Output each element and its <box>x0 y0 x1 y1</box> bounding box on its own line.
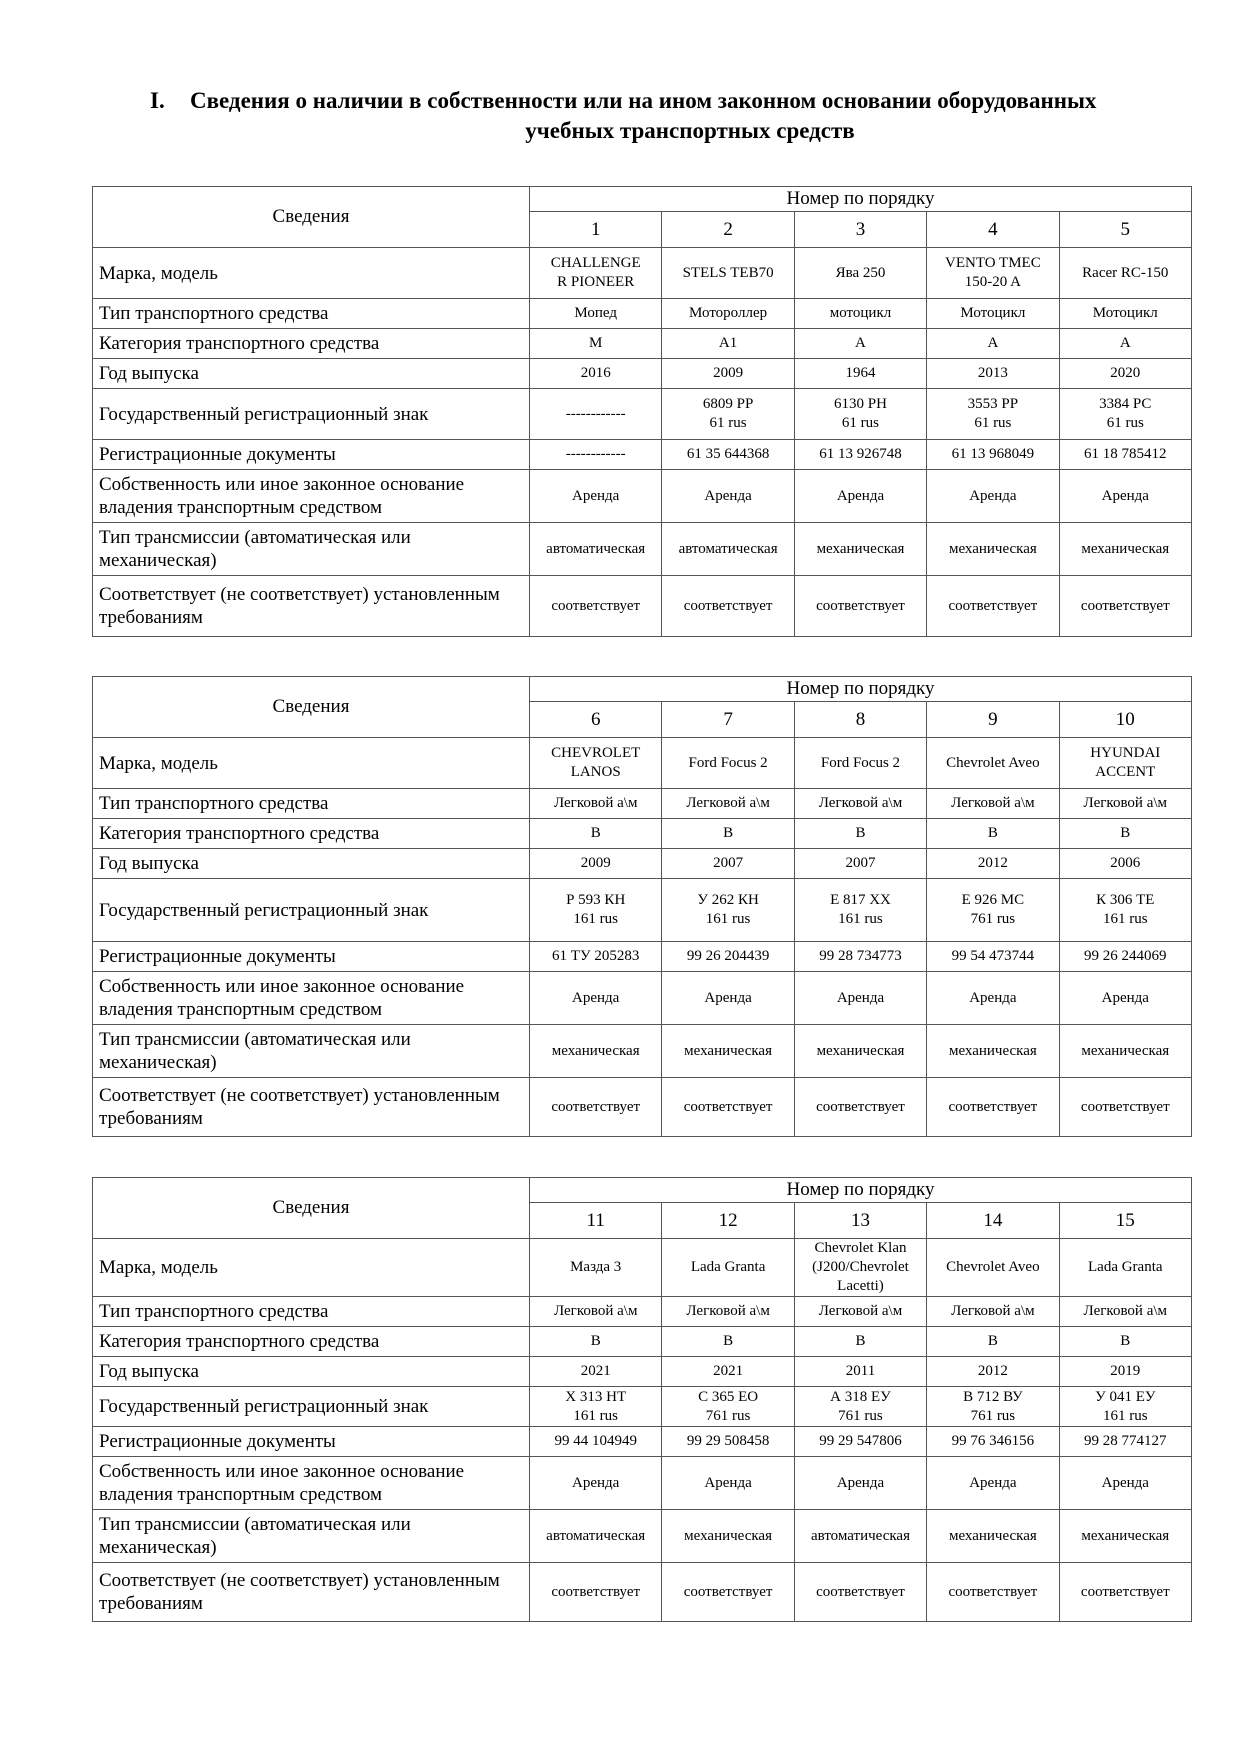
vehicle-number: 11 <box>530 1203 662 1239</box>
table-cell: соответствует <box>794 1563 926 1622</box>
table-cell: Легковой а\м <box>927 1297 1059 1327</box>
table-cell: соответствует <box>662 1078 794 1137</box>
table-cell: 1964 <box>794 359 926 389</box>
row-label: Регистрационные документы <box>93 1427 530 1457</box>
table-cell: соответствует <box>662 576 794 637</box>
table-cell: 99 29 508458 <box>662 1427 794 1457</box>
table-cell: механическая <box>927 523 1059 576</box>
table-cell: Легковой а\м <box>530 789 662 819</box>
table-cell: Х 313 НТ 161 rus <box>530 1387 662 1427</box>
vehicle-number: 10 <box>1059 702 1191 738</box>
vehicle-number: 7 <box>662 702 794 738</box>
table-cell: VENTO TMEC 150-20 A <box>927 248 1059 299</box>
table-cell: B <box>927 1327 1059 1357</box>
table-cell: Р 593 КН 161 rus <box>530 879 662 942</box>
header-row <box>93 677 1192 702</box>
header-row <box>93 1178 1192 1203</box>
table-cell: Аренда <box>530 470 662 523</box>
table-cell: 2006 <box>1059 849 1191 879</box>
table-cell: Е 926 МС 761 rus <box>927 879 1059 942</box>
vehicle-number: 15 <box>1059 1203 1191 1239</box>
table-cell: Легковой а\м <box>1059 789 1191 819</box>
table-row <box>93 1078 1192 1137</box>
table-cell: Chevrolet Aveo <box>927 738 1059 789</box>
table-row <box>93 523 1192 576</box>
table-cell: A <box>1059 329 1191 359</box>
row-label: Год выпуска <box>93 849 530 879</box>
table-row <box>93 1510 1192 1563</box>
table-cell: 2012 <box>927 849 1059 879</box>
table-cell: Легковой а\м <box>794 789 926 819</box>
table-cell: Аренда <box>530 1457 662 1510</box>
row-label: Марка, модель <box>93 738 530 789</box>
table-cell: 2016 <box>530 359 662 389</box>
row-label: Собственность или иное законное основание владения транспортным средством <box>93 470 530 523</box>
table-cell: CHALLENGE R PIONEER <box>530 248 662 299</box>
table-cell: A <box>794 329 926 359</box>
table-cell: 6809 РР 61 rus <box>662 389 794 440</box>
table-row <box>93 1387 1192 1427</box>
table-cell: 99 28 774127 <box>1059 1427 1191 1457</box>
document-heading <box>150 86 1190 146</box>
table-cell: A <box>927 329 1059 359</box>
table-row <box>93 1457 1192 1510</box>
vehicle-number: 2 <box>662 212 794 248</box>
table-cell: Аренда <box>1059 972 1191 1025</box>
table-cell: B <box>1059 819 1191 849</box>
table-cell: Lada Granta <box>1059 1239 1191 1297</box>
number-header: Номер по порядку <box>530 677 1192 702</box>
table-cell: Мотоцикл <box>1059 299 1191 329</box>
table-row <box>93 359 1192 389</box>
row-label: Тип трансмиссии (автоматическая или механическая) <box>93 1510 530 1563</box>
row-label: Марка, модель <box>93 248 530 299</box>
table-row <box>93 849 1192 879</box>
table-cell: соответствует <box>794 576 926 637</box>
table-cell: механическая <box>1059 523 1191 576</box>
table-cell: Аренда <box>927 972 1059 1025</box>
row-label: Год выпуска <box>93 359 530 389</box>
table-cell: Легковой а\м <box>662 789 794 819</box>
table-cell: автоматическая <box>530 523 662 576</box>
table-cell: Chevrolet Klan (J200/Chevrolet Lacetti) <box>794 1239 926 1297</box>
vehicle-number: 4 <box>927 212 1059 248</box>
table-row <box>93 1025 1192 1078</box>
table-cell: B <box>927 819 1059 849</box>
table-cell: 2009 <box>530 849 662 879</box>
row-label: Государственный регистрационный знак <box>93 389 530 440</box>
table-cell: соответствует <box>1059 1563 1191 1622</box>
row-label: Марка, модель <box>93 1239 530 1297</box>
table-row <box>93 1239 1192 1297</box>
row-label: Тип транспортного средства <box>93 299 530 329</box>
table-cell: Аренда <box>794 470 926 523</box>
svedeniya-header: Сведения <box>93 1178 530 1239</box>
table-cell: механическая <box>927 1510 1059 1563</box>
table-cell: А 318 ЕУ 761 rus <box>794 1387 926 1427</box>
table-cell: CHEVROLET LANOS <box>530 738 662 789</box>
row-label: Соответствует (не соответствует) установленным требованиям <box>93 576 530 637</box>
table-cell: 61 13 968049 <box>927 440 1059 470</box>
table-cell: Мотоцикл <box>927 299 1059 329</box>
table-cell: мотоцикл <box>794 299 926 329</box>
table-cell: 99 28 734773 <box>794 942 926 972</box>
table-cell: Мазда 3 <box>530 1239 662 1297</box>
table-cell: 2013 <box>927 359 1059 389</box>
table-cell: Chevrolet Aveo <box>927 1239 1059 1297</box>
table-cell: Ford Focus 2 <box>662 738 794 789</box>
row-label: Категория транспортного средства <box>93 819 530 849</box>
table-row <box>93 329 1192 359</box>
row-label: Категория транспортного средства <box>93 329 530 359</box>
table-row <box>93 819 1192 849</box>
table-cell: К 306 ТЕ 161 rus <box>1059 879 1191 942</box>
table-cell: 61 ТУ 205283 <box>530 942 662 972</box>
svedeniya-header: Сведения <box>93 187 530 248</box>
table-cell: автоматическая <box>794 1510 926 1563</box>
vehicle-number: 6 <box>530 702 662 738</box>
table-cell: Аренда <box>1059 1457 1191 1510</box>
table-cell: Аренда <box>662 972 794 1025</box>
table-cell: механическая <box>662 1025 794 1078</box>
table-cell: 6130 РН 61 rus <box>794 389 926 440</box>
table-row <box>93 1327 1192 1357</box>
table-cell: Аренда <box>927 470 1059 523</box>
number-header: Номер по порядку <box>530 1178 1192 1203</box>
table-cell: ------------ <box>530 440 662 470</box>
table-cell: автоматическая <box>530 1510 662 1563</box>
table-cell: 99 76 346156 <box>927 1427 1059 1457</box>
table-row <box>93 299 1192 329</box>
table-cell: Ford Focus 2 <box>794 738 926 789</box>
table-cell: 2009 <box>662 359 794 389</box>
vehicles-table-2 <box>92 676 1192 1137</box>
table-row <box>93 389 1192 440</box>
table-cell: соответствует <box>662 1563 794 1622</box>
table-row <box>93 470 1192 523</box>
table-cell: У 262 КН 161 rus <box>662 879 794 942</box>
table-cell: Аренда <box>794 1457 926 1510</box>
table-cell: В 712 ВУ 761 rus <box>927 1387 1059 1427</box>
table-cell: У 041 ЕУ 161 rus <box>1059 1387 1191 1427</box>
row-label: Тип транспортного средства <box>93 1297 530 1327</box>
table-cell: 2021 <box>662 1357 794 1387</box>
table-cell: С 365 ЕО 761 rus <box>662 1387 794 1427</box>
table-cell: механическая <box>1059 1025 1191 1078</box>
table-cell: Аренда <box>1059 470 1191 523</box>
table-cell: соответствует <box>1059 1078 1191 1137</box>
table-cell: 3384 РС 61 rus <box>1059 389 1191 440</box>
vehicle-number: 9 <box>927 702 1059 738</box>
header-row <box>93 187 1192 212</box>
table-cell: соответствует <box>530 1078 662 1137</box>
row-label: Регистрационные документы <box>93 942 530 972</box>
table-row <box>93 248 1192 299</box>
row-label: Тип трансмиссии (автоматическая или механическая) <box>93 523 530 576</box>
table-cell: Аренда <box>662 1457 794 1510</box>
table-cell: ------------ <box>530 389 662 440</box>
table-cell: 99 26 204439 <box>662 942 794 972</box>
row-label: Собственность или иное законное основание владения транспортным средством <box>93 1457 530 1510</box>
table-cell: B <box>662 1327 794 1357</box>
table-cell: 3553 РР 61 rus <box>927 389 1059 440</box>
table-cell: A1 <box>662 329 794 359</box>
table-cell: B <box>794 819 926 849</box>
table-cell: автоматическая <box>662 523 794 576</box>
table-cell: 2011 <box>794 1357 926 1387</box>
table-cell: B <box>662 819 794 849</box>
table-cell: Мопед <box>530 299 662 329</box>
table-cell: Аренда <box>927 1457 1059 1510</box>
table-row <box>93 1297 1192 1327</box>
vehicle-number: 13 <box>794 1203 926 1239</box>
table-cell: соответствует <box>927 576 1059 637</box>
table-row <box>93 879 1192 942</box>
table-cell: 61 13 926748 <box>794 440 926 470</box>
table-cell: 61 18 785412 <box>1059 440 1191 470</box>
vehicle-number: 5 <box>1059 212 1191 248</box>
table-cell: 99 44 104949 <box>530 1427 662 1457</box>
table-row <box>93 1357 1192 1387</box>
table-cell: 2012 <box>927 1357 1059 1387</box>
table-cell: B <box>794 1327 926 1357</box>
table-cell: B <box>530 819 662 849</box>
table-cell: соответствует <box>927 1563 1059 1622</box>
row-label: Год выпуска <box>93 1357 530 1387</box>
row-label: Соответствует (не соответствует) установленным требованиям <box>93 1563 530 1622</box>
row-label: Соответствует (не соответствует) установленным требованиям <box>93 1078 530 1137</box>
table-row <box>93 789 1192 819</box>
table-cell: Легковой а\м <box>1059 1297 1191 1327</box>
table-row <box>93 1563 1192 1622</box>
table-row <box>93 1427 1192 1457</box>
table-cell: механическая <box>927 1025 1059 1078</box>
vehicles-table-1 <box>92 186 1192 637</box>
table-cell: HYUNDAI ACCENT <box>1059 738 1191 789</box>
heading-line-2: учебных транспортных средств <box>525 118 855 143</box>
table-cell: 99 26 244069 <box>1059 942 1191 972</box>
table-cell: Легковой а\м <box>662 1297 794 1327</box>
row-label: Государственный регистрационный знак <box>93 879 530 942</box>
table-cell: 2007 <box>662 849 794 879</box>
table-cell: 99 29 547806 <box>794 1427 926 1457</box>
table-cell: Легковой а\м <box>530 1297 662 1327</box>
table-cell: B <box>530 1327 662 1357</box>
heading-line-1: Сведения о наличии в собственности или на ином законном основании оборудованных <box>190 88 1097 113</box>
table-cell: соответствует <box>530 576 662 637</box>
row-label: Тип трансмиссии (автоматическая или механическая) <box>93 1025 530 1078</box>
row-label: Регистрационные документы <box>93 440 530 470</box>
table-cell: Легковой а\м <box>794 1297 926 1327</box>
vehicles-table-3 <box>92 1177 1192 1622</box>
row-label: Категория транспортного средства <box>93 1327 530 1357</box>
number-header: Номер по порядку <box>530 187 1192 212</box>
table-cell: Аренда <box>794 972 926 1025</box>
table-cell: Lada Granta <box>662 1239 794 1297</box>
table-cell: Аренда <box>662 470 794 523</box>
table-cell: 2020 <box>1059 359 1191 389</box>
heading-number: I. <box>150 88 165 113</box>
row-label: Тип транспортного средства <box>93 789 530 819</box>
row-label: Государственный регистрационный знак <box>93 1387 530 1427</box>
table-cell: 2007 <box>794 849 926 879</box>
table-row <box>93 440 1192 470</box>
table-cell: Ява 250 <box>794 248 926 299</box>
table-cell: 99 54 473744 <box>927 942 1059 972</box>
table-cell: Аренда <box>530 972 662 1025</box>
table-cell: STELS TEB70 <box>662 248 794 299</box>
table-cell: 61 35 644368 <box>662 440 794 470</box>
table-cell: механическая <box>794 523 926 576</box>
table-cell: M <box>530 329 662 359</box>
table-cell: Легковой а\м <box>927 789 1059 819</box>
table-cell: механическая <box>1059 1510 1191 1563</box>
table-cell: механическая <box>530 1025 662 1078</box>
table-cell: соответствует <box>927 1078 1059 1137</box>
svedeniya-header: Сведения <box>93 677 530 738</box>
vehicle-number: 1 <box>530 212 662 248</box>
vehicle-number: 12 <box>662 1203 794 1239</box>
table-cell: соответствует <box>1059 576 1191 637</box>
table-row <box>93 942 1192 972</box>
table-cell: соответствует <box>794 1078 926 1137</box>
table-cell: 2019 <box>1059 1357 1191 1387</box>
table-cell: Racer RC-150 <box>1059 248 1191 299</box>
vehicle-number: 8 <box>794 702 926 738</box>
table-cell: B <box>1059 1327 1191 1357</box>
table-cell: Мотороллер <box>662 299 794 329</box>
table-cell: соответствует <box>530 1563 662 1622</box>
table-cell: Е 817 ХХ 161 rus <box>794 879 926 942</box>
row-label: Собственность или иное законное основание владения транспортным средством <box>93 972 530 1025</box>
table-cell: 2021 <box>530 1357 662 1387</box>
vehicle-number: 3 <box>794 212 926 248</box>
table-row <box>93 576 1192 637</box>
table-row <box>93 738 1192 789</box>
table-cell: механическая <box>662 1510 794 1563</box>
vehicle-number: 14 <box>927 1203 1059 1239</box>
table-row <box>93 972 1192 1025</box>
table-cell: механическая <box>794 1025 926 1078</box>
